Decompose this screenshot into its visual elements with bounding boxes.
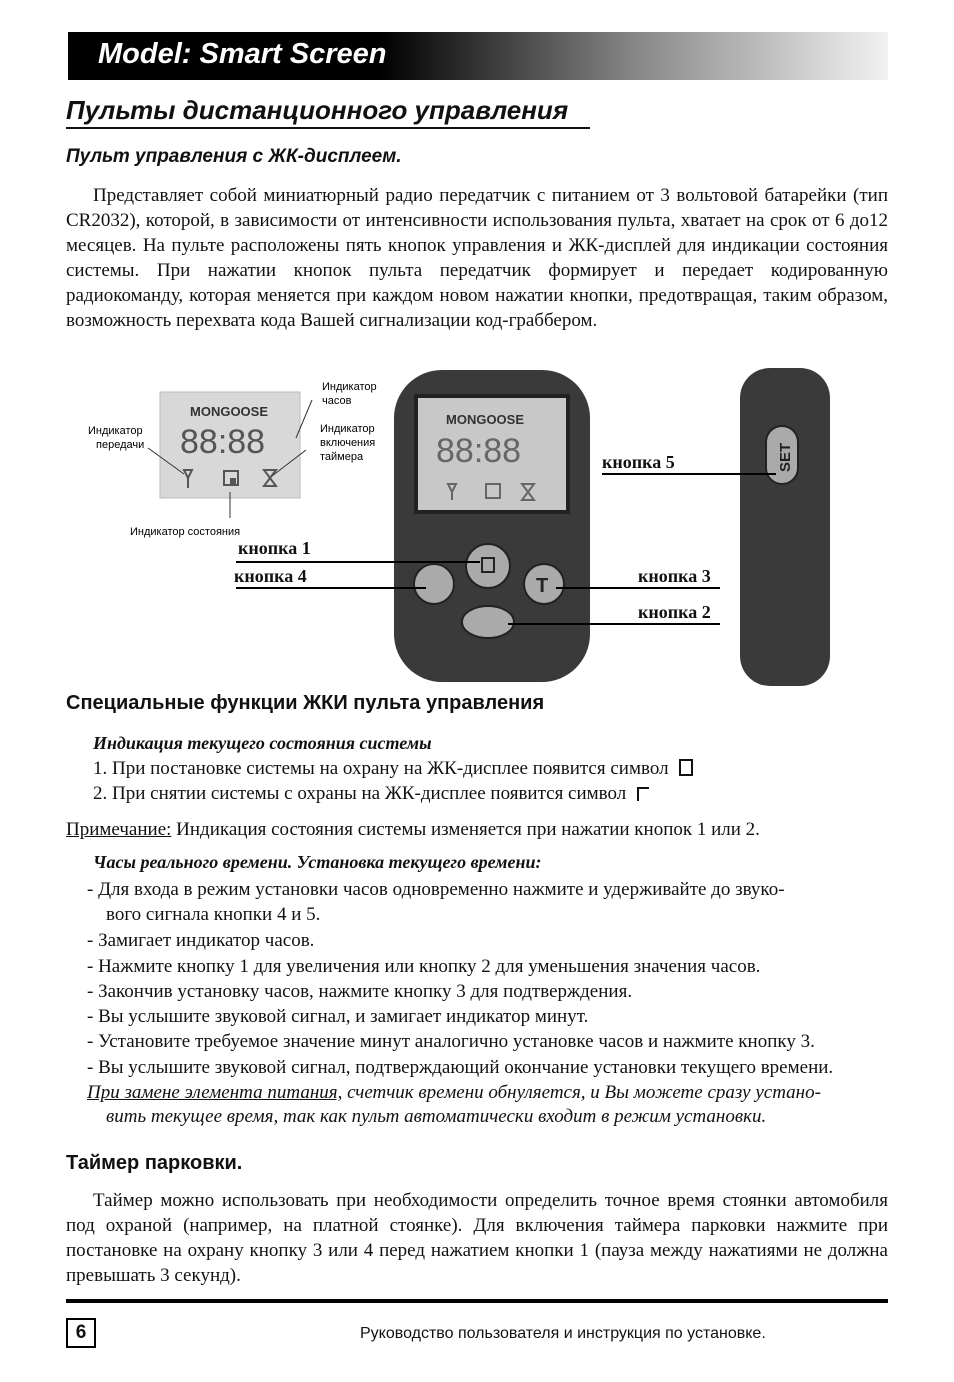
state-indicator-label: Индикатор состояния (130, 526, 241, 538)
remote-button-2[interactable] (462, 606, 514, 638)
state-item-2-text: 2. При снятии системы с охраны на ЖК-дисплее появится символ (93, 783, 627, 804)
footer-rule (66, 1299, 888, 1303)
clock-indicator-label-1: Индикатор часов (322, 381, 377, 407)
remote-lcd-digits: 88:88 (436, 432, 522, 470)
lcd-detail-brand: MONGOOSE (190, 404, 269, 419)
remote-button-1[interactable] (466, 544, 510, 588)
clock-step-0: - Для входа в режим установки часов одновременно нажмите и удерживайте до звуко- (87, 879, 785, 900)
battery-note (87, 1080, 821, 1105)
lcd-detail-digits: 88:88 (180, 423, 266, 461)
button-1-label: кнопка 1 (238, 538, 311, 558)
state-item-1-text: 1. При постановке системы на охрану на ЖК-дисплее появится символ (93, 758, 669, 779)
timer-indicator-label: Индикатор включения таймера (320, 423, 376, 463)
button-4-label: кнопка 4 (234, 566, 307, 586)
remote-figure (60, 360, 860, 700)
clock-step-6: - Установите требуемое значение минут аналогично установке часов и нажмите кнопку 3. (87, 1031, 815, 1052)
battery-note-underlined: При замене элемента питания, (87, 1082, 343, 1103)
clock-subheading: Часы реального времени. Установка текущего времени: (93, 852, 542, 872)
battery-note-line2: вить текущее время, так как пульт автоматически входит в режим установки. (106, 1106, 767, 1127)
clock-step-2: - Замигает индикатор часов. (87, 930, 315, 951)
section-title-underline (66, 127, 590, 129)
tx-indicator-label: Индикатор передачи (88, 425, 145, 451)
section-title: Пульты дистанционного управления (66, 95, 569, 125)
state-item-2 (93, 781, 649, 806)
button-2-label: кнопка 2 (638, 602, 711, 622)
button-3-label: кнопка 3 (638, 566, 711, 586)
remote-button-4[interactable] (414, 564, 454, 604)
page-number: 6 (66, 1318, 96, 1348)
clock-step-5: - Вы услышите звуковой сигнал, и замигает индикатор минут. (87, 1006, 589, 1027)
remote-side-view (740, 368, 830, 686)
lock-closed-icon (679, 759, 693, 776)
clock-step-7: - Вы услышите звуковой сигнал, подтверждающий окончание установки текущего времени. (87, 1057, 834, 1078)
lock-open-icon (637, 787, 649, 801)
lcd-remote-heading: Пульт управления с ЖК-дисплеем. (66, 146, 402, 167)
state-item-1 (93, 756, 693, 781)
clock-step-1: вого сигнала кнопки 4 и 5. (106, 904, 321, 925)
note-text: Индикация состояния системы изменяется при нажатии кнопок 1 или 2. (171, 819, 760, 840)
note-label: Примечание: (66, 819, 172, 840)
footer-text: Руководство пользователя и инструкция по установке. (360, 1325, 766, 1342)
clock-step-3: - Нажмите кнопку 1 для увеличения или кнопку 2 для уменьшения значения часов. (87, 956, 761, 977)
note-line (66, 817, 760, 842)
parking-paragraph: Таймер можно использовать при необходимости определить точное время стоянки автомобиля под охраной (например, на платной стоянке). Для включения таймера парковки нажмите при постановке на охрану кнопку 3 или 4 перед нажатием кнопки 1 (пауза между нажатиями не должна превышать 3 секунд). (66, 1190, 888, 1286)
set-label: SET (777, 442, 794, 472)
lcd-remote-paragraph: Представляет собой миниатюрный радио передатчик с питанием от 3 вольтовой батарейки (тип CR2032), которой, в зависимости от интенсивности использования пульта, хватает на срок от 6 до12 месяцев. На пульте расположены пять кнопок управления и ЖК-дисплей для индикации состояния системы. При нажатии кнопок пульта передатчик формирует и передает кодированную радиокоманду, которая меняется при каждом новом нажатии кнопки, предотвращая, таким образом, возможность перехвата кода Вашей сигнализации код-граббером. (66, 185, 888, 331)
state-subheading: Индикация текущего состояния системы (93, 733, 432, 753)
remote-lcd-brand: MONGOOSE (446, 412, 525, 427)
header-title: Model: Smart Screen (98, 38, 387, 70)
battery-note-rest: счетчик времени обнуляется, и Вы можете сразу устано- (342, 1082, 821, 1103)
remote-button-3-t: T (536, 575, 549, 597)
button-5-label: кнопка 5 (602, 452, 675, 472)
special-heading: Специальные функции ЖКИ пульта управления (66, 692, 545, 714)
parking-heading: Таймер парковки. (66, 1152, 243, 1174)
clock-step-4: - Закончив установку часов, нажмите кнопку 3 для подтверждения. (87, 981, 633, 1002)
